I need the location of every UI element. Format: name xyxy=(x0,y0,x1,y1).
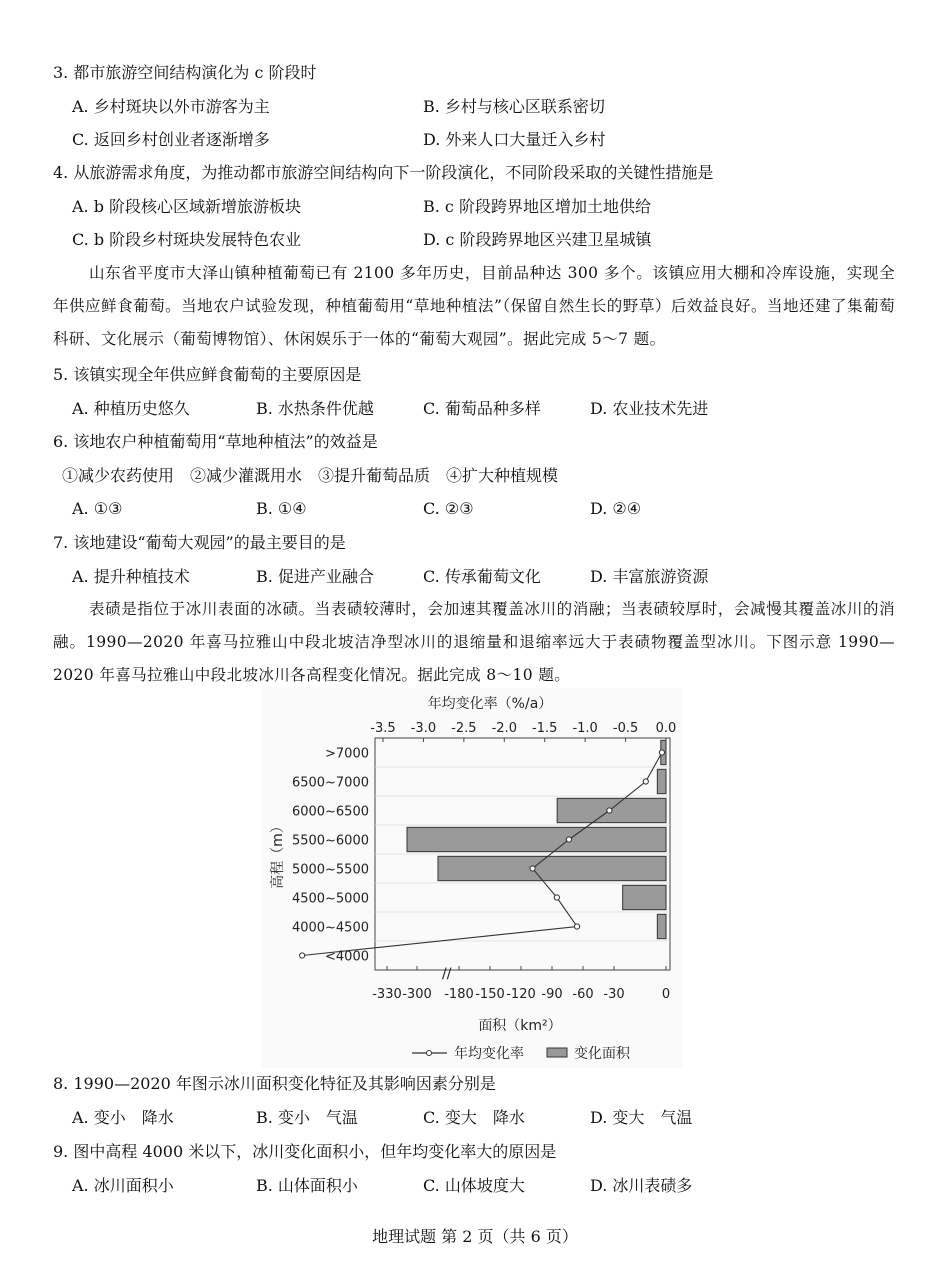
rate-point xyxy=(659,750,664,755)
q6-items: ①减少农药使用 ②减少灌溉用水 ③提升葡萄品质 ④扩大种植规模 xyxy=(62,466,559,485)
bottom-tick-label: -330 xyxy=(372,987,402,1002)
q3-option-d: D. 外来人口大量迁入乡村 xyxy=(423,130,606,149)
q5-option-c: C. 葡萄品种多样 xyxy=(423,399,541,418)
category-label: 6500~7000 xyxy=(291,775,369,791)
q4-option-c: C. b 阶段乡村斑块发展特色农业 xyxy=(72,230,302,249)
legend-area-label: 变化面积 xyxy=(574,1046,630,1062)
rate-point xyxy=(566,837,571,842)
legend-area-swatch-icon xyxy=(547,1048,567,1057)
q6-option-d: D. ②④ xyxy=(590,499,642,518)
q9-option-d: D. 冰川表碛多 xyxy=(590,1176,693,1195)
q3-option-b: B. 乡村与核心区联系密切 xyxy=(423,97,605,116)
question-5-stem: 5. 该镇实现全年供应鲜食葡萄的主要原因是 xyxy=(53,365,362,384)
q6-option-a: A. ①③ xyxy=(72,499,123,518)
category-label: <4000 xyxy=(325,949,369,965)
q5-option-d: D. 农业技术先进 xyxy=(590,399,709,418)
top-axis-title: 年均变化率（%/a） xyxy=(427,696,553,712)
category-label: 5000~5500 xyxy=(291,862,369,878)
legend-rate-marker-icon xyxy=(427,1051,432,1056)
top-tick-label: -0.5 xyxy=(612,721,639,736)
q8-option-c: C. 变大 降水 xyxy=(423,1108,525,1127)
question-3-stem: 3. 都市旅游空间结构演化为 c 阶段时 xyxy=(53,63,317,82)
bottom-tick-label: 0 xyxy=(661,987,671,1002)
q4-option-d: D. c 阶段跨界地区兴建卫星城镇 xyxy=(423,230,652,249)
rate-point xyxy=(607,808,612,813)
area-bar xyxy=(438,856,666,880)
bottom-tick-label: -90 xyxy=(541,987,563,1002)
glacier-chart xyxy=(262,688,682,1068)
q9-option-c: C. 山体坡度大 xyxy=(423,1176,525,1195)
q7-option-c: C. 传承葡萄文化 xyxy=(423,567,541,586)
top-tick-label: -1.0 xyxy=(572,721,598,736)
passage-glacier: 表碛是指位于冰川表面的冰碛。当表碛较薄时，会加速其覆盖冰川的消融；当表碛较厚时，会减慢其覆盖冰川的消融。1990—2020 年喜马拉雅山中段北坡洁净型冰川的退缩量和退缩率远大于表碛物覆盖型冰川。下图示意 1990—2020 年喜马拉雅山中段北坡冰川各高程变化情况。据此完成 8～10 题。 xyxy=(53,600,895,684)
rate-point xyxy=(300,953,305,958)
bottom-tick-label: -60 xyxy=(572,987,594,1002)
rate-point xyxy=(554,895,559,900)
q8-option-b: B. 变小 气温 xyxy=(256,1108,358,1127)
q7-option-a: A. 提升种植技术 xyxy=(72,567,190,586)
area-bar xyxy=(623,885,666,909)
bottom-tick-label: -120 xyxy=(506,987,536,1002)
q7-option-b: B. 促进产业融合 xyxy=(256,567,374,586)
area-bar xyxy=(657,769,666,793)
top-tick-label: -3.0 xyxy=(410,721,437,736)
category-label: 4500~5000 xyxy=(291,891,369,907)
q4-option-a: A. b 阶段核心区域新增旅游板块 xyxy=(72,197,302,216)
q9-option-a: A. 冰川面积小 xyxy=(72,1176,174,1195)
bottom-tick-label: -300 xyxy=(402,987,432,1002)
q8-option-a: A. 变小 降水 xyxy=(72,1108,174,1127)
question-8-stem: 8. 1990—2020 年图示冰川面积变化特征及其影响因素分别是 xyxy=(53,1074,496,1093)
question-9-stem: 9. 图中高程 4000 米以下，冰川变化面积小，但年均变化率大的原因是 xyxy=(53,1142,557,1161)
legend-rate-label: 年均变化率 xyxy=(454,1046,524,1062)
area-bar xyxy=(407,827,666,851)
top-tick-label: -2.0 xyxy=(491,721,517,736)
bottom-tick-label: -180 xyxy=(444,987,474,1002)
q3-option-c: C. 返回乡村创业者逐渐增多 xyxy=(72,130,270,149)
page-footer: 地理试题 第 2 页（共 6 页） xyxy=(372,1227,578,1246)
q5-option-b: B. 水热条件优越 xyxy=(256,399,374,418)
category-label: 5500~6000 xyxy=(291,833,369,849)
bottom-tick-label: -150 xyxy=(475,987,505,1002)
top-tick-label: -3.5 xyxy=(370,721,396,736)
bottom-axis-title: 面积（km²） xyxy=(478,1018,562,1034)
category-label: >7000 xyxy=(325,746,369,762)
q6-option-c: C. ②③ xyxy=(423,499,474,518)
rate-point xyxy=(643,779,648,784)
question-4-stem: 4. 从旅游需求角度，为推动都市旅游空间结构向下一阶段演化，不同阶段采取的关键性措施是 xyxy=(53,163,714,182)
passage-grape: 山东省平度市大泽山镇种植葡萄已有 2100 多年历史，目前品种达 300 多个。该镇应用大棚和冷库设施，实现全年供应鲜食葡萄。当地农户试验发现，种植葡萄用“草地种植法”（保留自然生长的野草）后效益良好。当地还建了集葡萄科研、文化展示（葡萄博物馆）、休闲娱乐于一体的“葡萄大观园”。据此完成 5～7 题。 xyxy=(53,264,895,348)
q4-option-b: B. c 阶段跨界地区增加土地供给 xyxy=(423,197,651,216)
bottom-tick-label: -30 xyxy=(603,987,625,1002)
category-label: 4000~4500 xyxy=(291,920,369,936)
q9-option-b: B. 山体面积小 xyxy=(256,1176,358,1195)
question-6-stem: 6. 该地农户种植葡萄用“草地种植法”的效益是 xyxy=(53,432,378,451)
category-label: 6000~6500 xyxy=(291,804,369,820)
q5-option-a: A. 种植历史悠久 xyxy=(72,399,190,418)
rate-point xyxy=(530,866,535,871)
area-bar xyxy=(657,914,666,938)
rate-point xyxy=(574,924,579,929)
q6-option-b: B. ①④ xyxy=(256,499,307,518)
q3-option-a: A. 乡村斑块以外市游客为主 xyxy=(72,97,270,116)
top-tick-label: -2.5 xyxy=(451,721,477,736)
q8-option-d: D. 变大 气温 xyxy=(590,1108,693,1127)
question-7-stem: 7. 该地建设“葡萄大观园”的最主要目的是 xyxy=(53,533,346,552)
axis-break-mark: // xyxy=(442,966,452,982)
top-tick-label: 0.0 xyxy=(655,721,677,736)
y-axis-title: 高程（m） xyxy=(270,819,286,889)
top-tick-label: -1.5 xyxy=(532,721,558,736)
q7-option-d: D. 丰富旅游资源 xyxy=(590,567,709,586)
